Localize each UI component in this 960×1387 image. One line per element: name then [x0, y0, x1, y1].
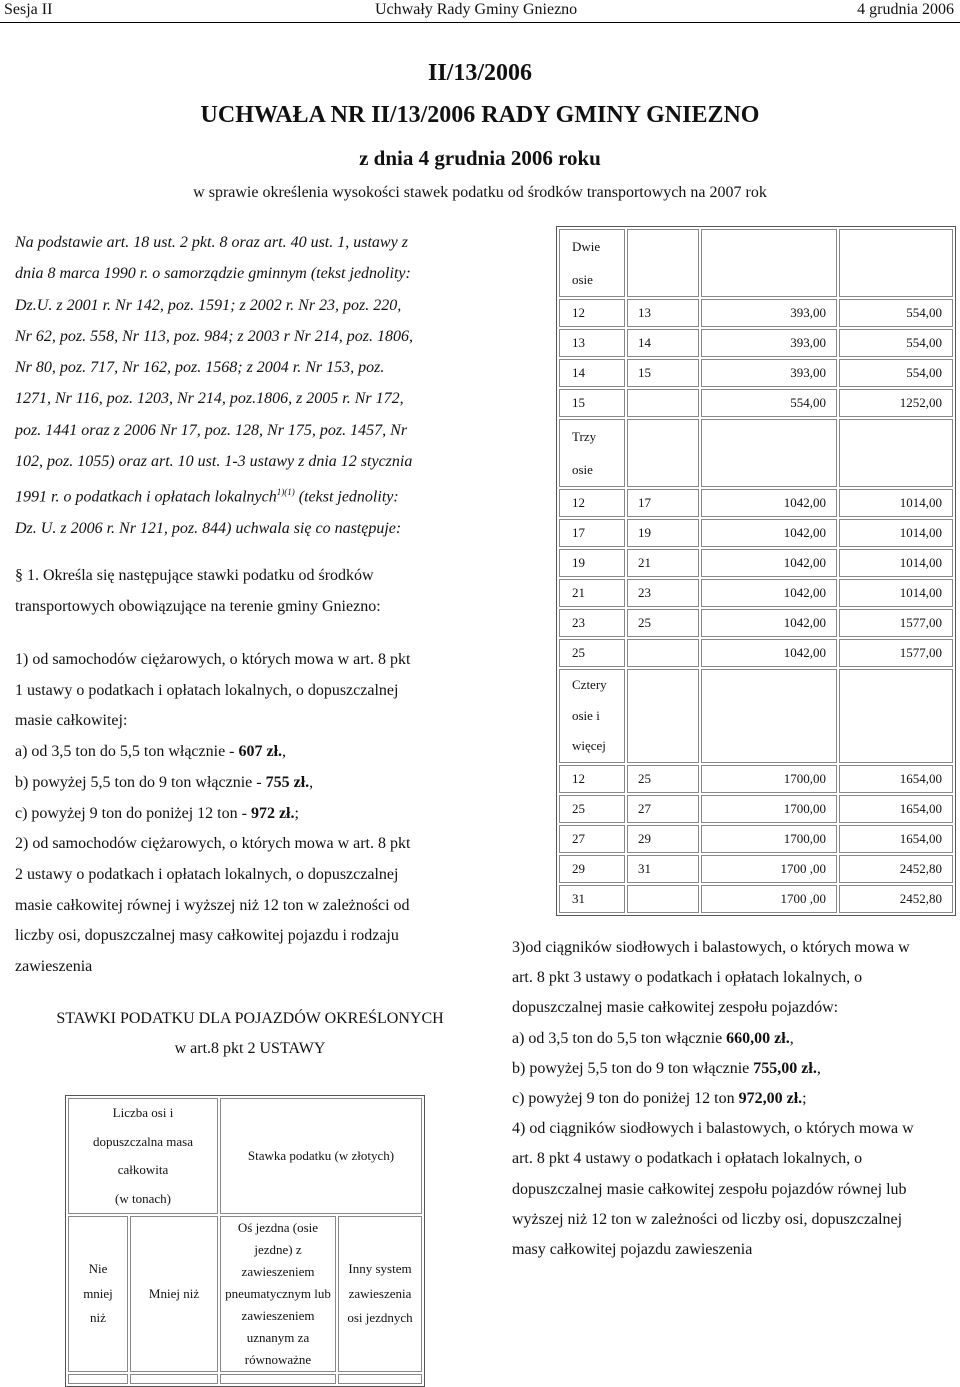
rate-punct: ,	[816, 1059, 821, 1077]
paragraph-line: masie całkowitej równej i wyższej niż 12 ton w zależności od	[15, 896, 410, 914]
empty-cell	[68, 1374, 128, 1384]
header-text: równoważne	[244, 1352, 312, 1367]
rate-label: a) od 3,5 ton do 5,5 ton włącznie -	[15, 743, 239, 761]
pneumatic-suspension-header	[220, 1216, 336, 1372]
rate-other: 1014,00	[839, 549, 953, 577]
rate-item-c	[512, 1084, 957, 1114]
max-mass: 25	[627, 765, 699, 793]
preamble-line: 102, poz. 1055) oraz art. 10 ust. 1-3 ustawy z dnia 12 stycznia	[15, 453, 413, 471]
rate-item-b	[512, 1054, 957, 1084]
label-text: osie	[572, 272, 593, 287]
stawki-heading-line2: w art.8 pkt 2 USTAWY	[174, 1040, 326, 1057]
rate-pneumatic: 554,00	[701, 389, 837, 417]
max-mass: 13	[627, 299, 699, 327]
rate-item-a	[15, 737, 485, 768]
rate-other: 1014,00	[839, 579, 953, 607]
max-mass: 25	[627, 609, 699, 637]
rate-item-a	[512, 1024, 957, 1054]
rate-pneumatic: 1700,00	[701, 795, 837, 823]
rate-value: 755 zł.	[265, 773, 310, 791]
label-text: Dwie	[572, 239, 601, 254]
paragraph-line: 1 ustawy o podatkach i opłatach lokalnych, o dopuszczalnej	[15, 681, 399, 699]
header-text: uznanym za	[246, 1330, 310, 1345]
min-mass: 13	[559, 329, 625, 357]
empty-cell	[627, 229, 699, 297]
max-mass: 21	[627, 549, 699, 577]
min-mass: 27	[559, 825, 625, 853]
axle-group-label	[559, 669, 625, 763]
min-mass: 21	[559, 579, 625, 607]
empty-cell	[220, 1374, 336, 1384]
header-text: zawieszeniem	[241, 1308, 315, 1323]
resolution-subject: w sprawie określenia wysokości stawek podatku od środków transportowych na 2007 rok	[193, 184, 767, 201]
max-mass	[627, 639, 699, 667]
preamble-line: Na podstawie art. 18 ust. 2 pkt. 8 oraz art. 40 ust. 1, ustawy z	[15, 234, 408, 251]
min-mass: 31	[559, 885, 625, 913]
max-mass: 29	[627, 825, 699, 853]
table-row	[559, 549, 953, 577]
min-mass: 12	[559, 765, 625, 793]
not-less-header	[68, 1216, 128, 1372]
rate-label: a) od 3,5 ton do 5,5 ton włącznie	[512, 1029, 727, 1047]
section-3	[512, 933, 957, 1265]
max-mass: 15	[627, 359, 699, 387]
paragraph-line: liczby osi, dopuszczalnej masy całkowitej pojazdu i rodzaju	[15, 927, 399, 945]
table-row	[559, 765, 953, 793]
rate-pneumatic: 1042,00	[701, 549, 837, 577]
rate-pneumatic: 393,00	[701, 299, 837, 327]
label-text: Trzy	[572, 429, 597, 444]
preamble-line: Nr 62, poz. 558, Nr 113, poz. 984; z 2003 r Nr 214, poz. 1806,	[15, 327, 413, 345]
rate-punct: ,	[282, 743, 287, 761]
rate-pneumatic: 1700,00	[701, 825, 837, 853]
empty-cell	[839, 669, 953, 763]
rate-pneumatic: 1700,00	[701, 765, 837, 793]
rate-other: 2452,80	[839, 855, 953, 883]
rate-pneumatic: 1042,00	[701, 579, 837, 607]
rate-label: c) powyżej 9 ton do poniżej 12 ton	[512, 1090, 739, 1108]
min-mass: 12	[559, 299, 625, 327]
rate-punct: ,	[309, 773, 314, 791]
section-1-line: § 1. Określa się następujące stawki podatku od środków	[15, 567, 374, 584]
paragraph-line: dopuszczalnej masie całkowitej zespołu pojazdów równej lub	[512, 1180, 907, 1198]
footnote-ref: 1)(1)	[276, 487, 295, 498]
paragraph-line: dopuszczalnej masie całkowitej zespołu pojazdów:	[512, 999, 839, 1017]
empty-cell	[701, 419, 837, 487]
rate-other: 1014,00	[839, 489, 953, 517]
table-row	[559, 825, 953, 853]
rate-other: 554,00	[839, 329, 953, 357]
table-row	[559, 389, 953, 417]
axle-group-label	[559, 419, 625, 487]
rate-other: 554,00	[839, 359, 953, 387]
header-text: jezdne) z	[254, 1242, 302, 1257]
section-1	[15, 561, 485, 622]
rate-label: c) powyżej 9 ton do poniżej 12 ton -	[15, 804, 251, 822]
header-text: zawieszenia	[348, 1285, 412, 1301]
header-text: całkowita	[117, 1162, 169, 1177]
page-header	[0, 0, 960, 23]
rate-pneumatic: 393,00	[701, 329, 837, 357]
tax-rate-header: Stawka podatku (w złotych)	[220, 1098, 422, 1214]
paragraph-line: 3)od ciągników siodłowych i balastowych, o których mowa w	[512, 939, 910, 956]
header-text: pneumatycznym lub	[225, 1286, 331, 1301]
rate-value: 972 zł.	[250, 804, 295, 822]
header-text: Oś jezdna (osie	[237, 1220, 319, 1235]
rates-header-table	[65, 1095, 425, 1387]
empty-cell	[701, 669, 837, 763]
paragraph-line: 4) od ciągników siodłowych i balastowych, o których mowa w	[512, 1120, 914, 1138]
paragraph-line: 1) od samochodów ciężarowych, o których mowa w art. 8 pkt	[15, 651, 411, 668]
label-text: osie i	[572, 707, 600, 723]
preamble-line: Dz.U. z 2001 r. Nr 142, poz. 1591; z 2002 r. Nr 23, poz. 220,	[15, 296, 402, 314]
rate-pneumatic: 1042,00	[701, 489, 837, 517]
rate-item-b	[15, 768, 485, 799]
label-text: Cztery	[572, 677, 607, 692]
table-row	[559, 609, 953, 637]
max-mass: 19	[627, 519, 699, 547]
rate-pneumatic: 1700 ,00	[701, 855, 837, 883]
paragraph-line: masy całkowitej pojazdu zawieszenia	[512, 1241, 753, 1259]
rate-item-c	[15, 799, 485, 830]
paragraph-line: art. 8 pkt 3 ustawy o podatkach i opłatach lokalnych, o	[512, 969, 863, 987]
resolution-title: UCHWAŁA NR II/13/2006 RADY GMINY GNIEZNO	[200, 102, 760, 128]
paragraph-line: zawieszenia	[15, 958, 93, 976]
empty-cell	[839, 229, 953, 297]
table-row	[559, 855, 953, 883]
empty-cell	[130, 1374, 218, 1384]
rate-punct: ,	[789, 1029, 794, 1047]
rate-punct: ;	[802, 1090, 807, 1108]
empty-cell	[338, 1374, 422, 1384]
header-text: Nie	[88, 1261, 108, 1277]
min-mass: 17	[559, 519, 625, 547]
rate-other: 1577,00	[839, 639, 953, 667]
header-text: Liczba osi i	[112, 1105, 174, 1120]
min-mass: 25	[559, 795, 625, 823]
min-mass: 23	[559, 609, 625, 637]
rate-other: 1654,00	[839, 825, 953, 853]
preamble-text: 1991 r. o podatkach i opłatach lokalnych	[15, 488, 277, 506]
stawki-heading-line1: STAWKI PODATKU DLA POJAZDÓW OKREŚLONYCH	[56, 1010, 444, 1027]
preamble-line: Nr 80, poz. 717, Nr 162, poz. 1568; z 2004 r. Nr 153, poz.	[15, 359, 385, 377]
min-mass: 14	[559, 359, 625, 387]
empty-cell	[701, 229, 837, 297]
empty-cell	[627, 669, 699, 763]
header-text: zawieszeniem	[241, 1264, 315, 1279]
rate-pneumatic: 1042,00	[701, 639, 837, 667]
rate-other: 2452,80	[839, 885, 953, 913]
rate-punct: ;	[294, 804, 299, 822]
table-row	[559, 639, 953, 667]
table-row	[559, 885, 953, 913]
table-row	[559, 359, 953, 387]
preamble-line	[15, 477, 485, 513]
table-row	[559, 579, 953, 607]
table-row	[559, 795, 953, 823]
header-text: niż	[90, 1310, 106, 1326]
table-row	[559, 519, 953, 547]
rate-pneumatic: 1042,00	[701, 609, 837, 637]
header-text: osi jezdnych	[347, 1310, 413, 1326]
table-row	[559, 329, 953, 357]
max-mass: 31	[627, 855, 699, 883]
rate-other: 1252,00	[839, 389, 953, 417]
rate-label: b) powyżej 5,5 ton do 9 ton włącznie	[512, 1059, 754, 1077]
header-text: mniej	[83, 1285, 113, 1301]
max-mass	[627, 885, 699, 913]
max-mass: 23	[627, 579, 699, 607]
label-text: osie	[572, 462, 593, 477]
min-mass: 25	[559, 639, 625, 667]
rate-table	[556, 226, 956, 916]
axle-group-label	[559, 229, 625, 297]
section-1-line: transportowych obowiązujące na terenie gminy Gniezno:	[15, 597, 381, 615]
preamble-line: Dz. U. z 2006 r. Nr 121, poz. 844) uchwala się co następuje:	[15, 520, 402, 537]
preamble-line: 1271, Nr 116, poz. 1203, Nr 214, poz.1806, z 2005 r. Nr 172,	[15, 390, 404, 408]
resolution-date: z dnia 4 grudnia 2006 roku	[359, 146, 601, 170]
rate-pneumatic: 1700 ,00	[701, 885, 837, 913]
less-than-header: Mniej niż	[130, 1216, 218, 1372]
rate-other: 1014,00	[839, 519, 953, 547]
rate-value: 755,00 zł.	[753, 1059, 817, 1077]
rate-value: 972,00 zł.	[738, 1090, 803, 1108]
header-date: 4 grudnia 2006	[857, 1, 954, 18]
rate-other: 554,00	[839, 299, 953, 327]
empty-cell	[839, 419, 953, 487]
header-text: Inny system	[348, 1261, 412, 1277]
rate-value: 607 zł.	[238, 743, 283, 761]
min-mass: 29	[559, 855, 625, 883]
table-row	[559, 489, 953, 517]
max-mass	[627, 389, 699, 417]
label-text: więcej	[572, 738, 606, 753]
rate-label: b) powyżej 5,5 ton do 9 ton włącznie -	[15, 773, 266, 791]
min-mass: 15	[559, 389, 625, 417]
section-2	[15, 645, 485, 983]
max-mass: 17	[627, 489, 699, 517]
rate-pneumatic: 1042,00	[701, 519, 837, 547]
preamble-line: poz. 1441 oraz z 2006 Nr 17, poz. 128, Nr 175, poz. 1457, Nr	[15, 421, 408, 439]
empty-cell	[627, 419, 699, 487]
rate-pneumatic: 393,00	[701, 359, 837, 387]
header-session: Sesja II	[4, 1, 53, 18]
min-mass: 12	[559, 489, 625, 517]
header-text: (w tonach)	[115, 1190, 171, 1206]
min-mass: 19	[559, 549, 625, 577]
header-title: Uchwały Rady Gminy Gniezno	[375, 1, 578, 18]
resolution-number: II/13/2006	[427, 60, 532, 86]
paragraph-line: masie całkowitej:	[15, 712, 128, 730]
max-mass: 14	[627, 329, 699, 357]
header-text: dopuszczalna masa	[93, 1133, 193, 1149]
table-row	[559, 299, 953, 327]
rate-value: 660,00 zł.	[726, 1029, 790, 1047]
max-mass: 27	[627, 795, 699, 823]
preamble	[15, 227, 485, 544]
paragraph-line: wyższej niż 12 ton w zależności od liczby osi, dopuszczalnej	[512, 1210, 903, 1228]
paragraph-line: art. 8 pkt 4 ustawy o podatkach i opłatach lokalnych, o	[512, 1150, 863, 1168]
rate-other: 1654,00	[839, 795, 953, 823]
preamble-text: (tekst jednolity:	[294, 488, 399, 506]
rate-other: 1654,00	[839, 765, 953, 793]
other-suspension-header	[338, 1216, 422, 1372]
paragraph-line: 2 ustawy o podatkach i opłatach lokalnych, o dopuszczalnej	[15, 865, 399, 883]
preamble-line: dnia 8 marca 1990 r. o samorządzie gminnym (tekst jednolity:	[15, 265, 411, 283]
axle-mass-header	[68, 1098, 218, 1214]
paragraph-line: 2) od samochodów ciężarowych, o których mowa w art. 8 pkt	[15, 835, 411, 853]
rate-other: 1577,00	[839, 609, 953, 637]
